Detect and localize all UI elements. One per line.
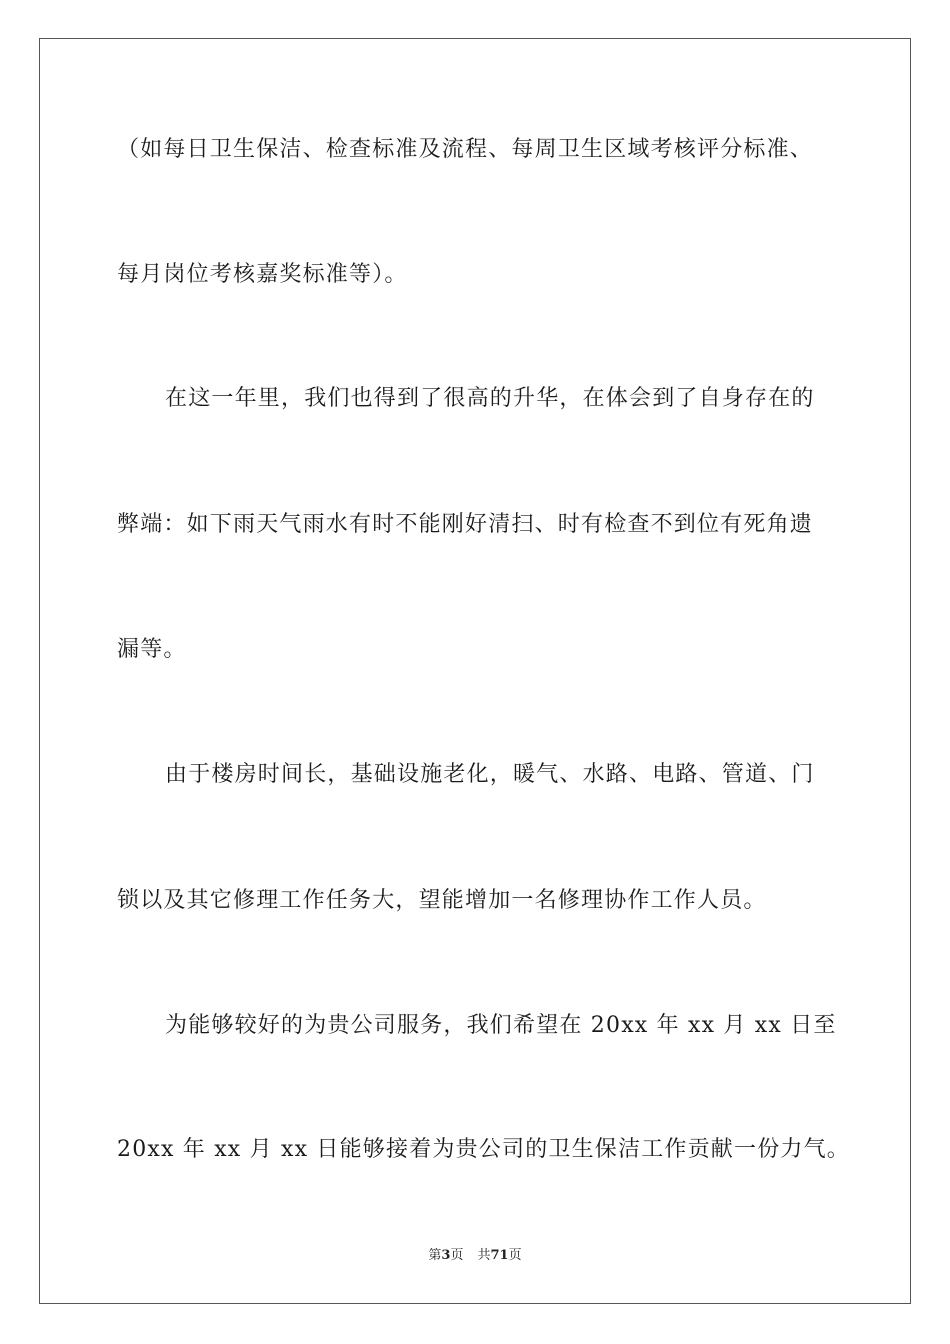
paragraph-line-8: 为能够较好的为贵公司服务，我们希望在 20xx 年 xx 月 xx 日至 — [165, 1013, 837, 1038]
paragraph-line-4: 弊端：如下雨天气雨水有时不能刚好清扫、时有检查不到位有死角遗 — [117, 512, 814, 537]
total-suffix: 页 — [508, 1248, 522, 1263]
paragraph-line-7: 锁以及其它修理工作任务大，望能增加一名修理协作工作人员。 — [117, 888, 767, 913]
paragraph-line-3: 在这一年里，我们也得到了很高的升华，在体会到了自身存在的 — [165, 386, 815, 411]
paragraph-line-1: （如每日卫生保洁、检查标准及流程、每周卫生区域考核评分标准、 — [117, 137, 814, 162]
page-number: 3 — [441, 1248, 451, 1263]
page-suffix: 页 — [450, 1248, 464, 1263]
page-prefix: 第 — [428, 1248, 442, 1263]
page-footer — [0, 1247, 950, 1265]
paragraph-line-5: 漏等。 — [117, 637, 187, 662]
paragraph-line-6: 由于楼房时间长，基础设施老化，暖气、水路、电路、管道、门 — [165, 762, 815, 787]
paragraph-line-9: 20xx 年 xx 月 xx 日能够接着为贵公司的卫生保洁工作贡献一份力气。 — [117, 1137, 851, 1162]
paragraph-line-2: 每月岗位考核嘉奖标准等）。 — [117, 262, 408, 287]
page-frame — [39, 38, 911, 1304]
total-prefix: 共 — [477, 1248, 491, 1263]
total-pages: 71 — [490, 1248, 509, 1263]
